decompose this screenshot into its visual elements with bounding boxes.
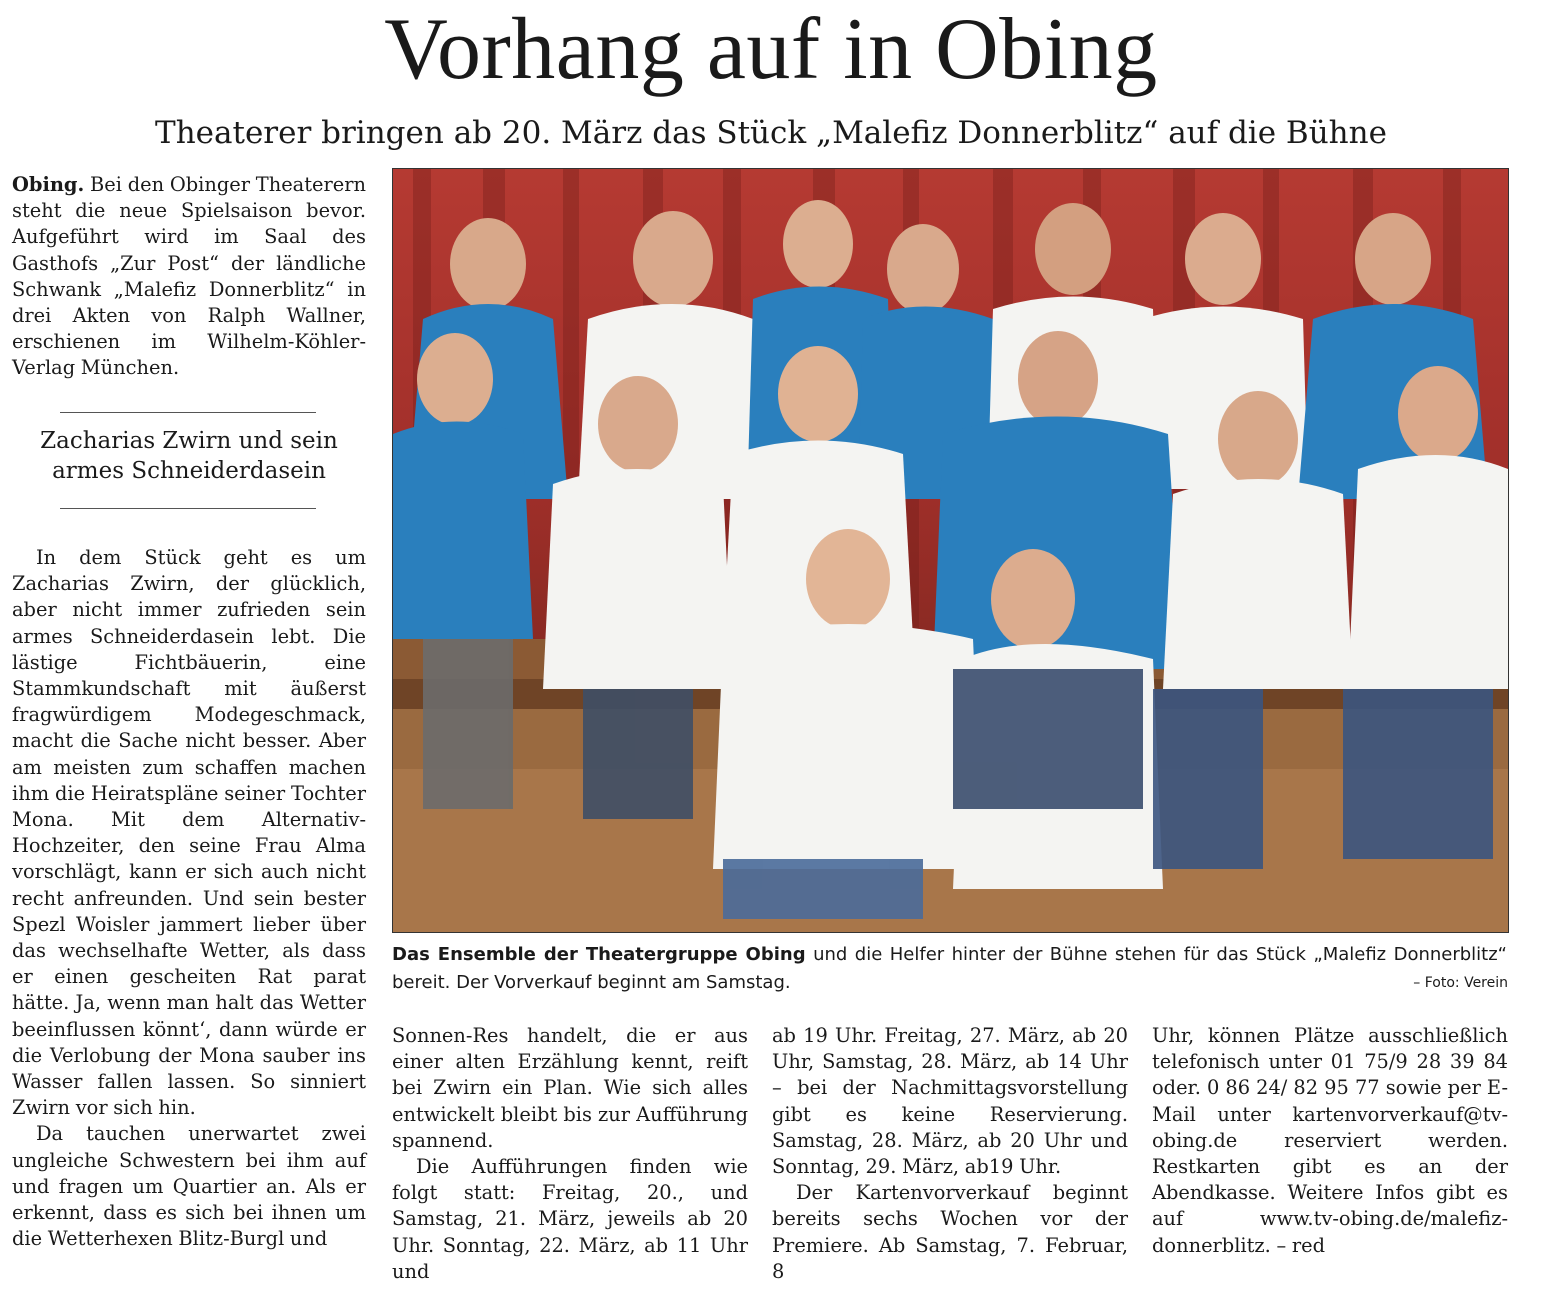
body-paragraph: ab 19 Uhr. Freitag, 27. März, ab 20 Uhr, Samstag, 28. März, ab 14 Uhr – bei der Nachmittagsvorstellung gibt es keine Reservierung. Samstag, 28. März, ab 20 Uhr und Sonntag, 29. März, ab19 Uhr. — [772, 1024, 1128, 1179]
caption-text: und die Helfer hinter der Bühne stehen für das Stück „Malefiz Donnerblitz“ bereit. Der Vorverkauf beginnt am Samstag. — [392, 944, 1507, 993]
dateline: Obing. — [12, 173, 85, 196]
intro-text: Bei den Obinger Theaterern steht die neue Spielsaison bevor. Aufgeführt wird im Saal des Gasthofs „Zur Post“ der ländliche Schwank „Malefiz Donnerblitz“ in drei Akten von Ralph Wallner, erschienen im Wilhelm-Köhler-Verlag München. — [12, 173, 366, 380]
headline: Vorhang auf in Obing — [384, 1, 1158, 98]
body-paragraph: In dem Stück geht es um Zacharias Zwirn, der glücklich, aber nicht immer zufrieden sein armes Schneiderdasein lebt. Die lästige Fichtbäuerin, eine Stammkundschaft mit äußerst fragwürdigem Modegeschmack, macht die Sache nicht besser. Aber am meisten zum schaffen machen ihm die Heiratspläne seiner Tochter Mona. Mit dem Alternativ-Hochzeiter, den seine Frau Alma vorschlägt, kann er sich auch nicht recht anfreunden. Und sein bester Spezl Woisler jammert lieber über das wechselhafte Wetter, als dass er einen gescheiten Rat parat hätte. Ja, wenn man halt das Wetter beeinflussen könnt‘, dann würde er die Verlobung der Mona sauber ins Wasser fallen lassen. So sinniert Zwirn vor sich hin. — [12, 546, 366, 1120]
body-column-1 — [12, 545, 366, 1252]
body-column-4 — [1152, 1023, 1508, 1259]
caption-bold: Das Ensemble der Theatergruppe Obing — [392, 944, 806, 965]
ensemble-photo-illustration — [393, 169, 1508, 932]
intro-paragraph — [12, 172, 366, 382]
body-column-3 — [772, 1023, 1128, 1285]
body-paragraph: Der Kartenvorverkauf beginnt bereits sechs Wochen vor der Premiere. Ab Samstag, 7. Februar, 8 — [772, 1181, 1128, 1283]
intro-column — [12, 172, 366, 382]
divider-bottom — [60, 508, 316, 509]
body-paragraph: Sonnen-Res handelt, die er aus einer alten Erzählung kennt, reift bei Zwirn ein Plan. Wie sich alles entwickelt bleibt bis zur Aufführung spannend. — [392, 1024, 748, 1152]
photo-caption — [392, 941, 1507, 997]
body-column-2 — [392, 1023, 748, 1285]
subheadline: Theaterer bringen ab 20. März das Stück „Malefiz Donnerblitz“ auf die Bühne — [155, 115, 1387, 151]
body-paragraph: Die Aufführungen finden wie folgt statt: Freitag, 20., und Samstag, 21. März, jeweils ab 20 Uhr. Sonntag, 22. März, ab 11 Uhr und — [392, 1155, 748, 1283]
ensemble-photo — [392, 168, 1509, 933]
body-paragraph: Uhr, können Plätze ausschließlich telefonisch unter 01 75/9 28 39 84 oder. 0 86 24/ 82 95 77 sowie per E-Mail unter kartenvorverkauf@tv-obing.de reserviert werden. Restkarten gibt es an der Abendkasse. Weitere Infos gibt es auf www.tv-obing.de/malefiz-donnerblitz. – red — [1152, 1024, 1508, 1257]
divider-top — [60, 412, 316, 413]
body-paragraph: Da tauchen unerwartet zwei ungleiche Schwestern bei ihm auf und fragen um Quartier an. Als er erkennt, dass es sich bei ihnen um die Wetterhexen Blitz-Burgl und — [12, 1122, 366, 1251]
photo-credit: – Foto: Verein — [1413, 975, 1508, 991]
subhead: Zacharias Zwirn und sein armes Schneiderdasein — [40, 428, 338, 484]
